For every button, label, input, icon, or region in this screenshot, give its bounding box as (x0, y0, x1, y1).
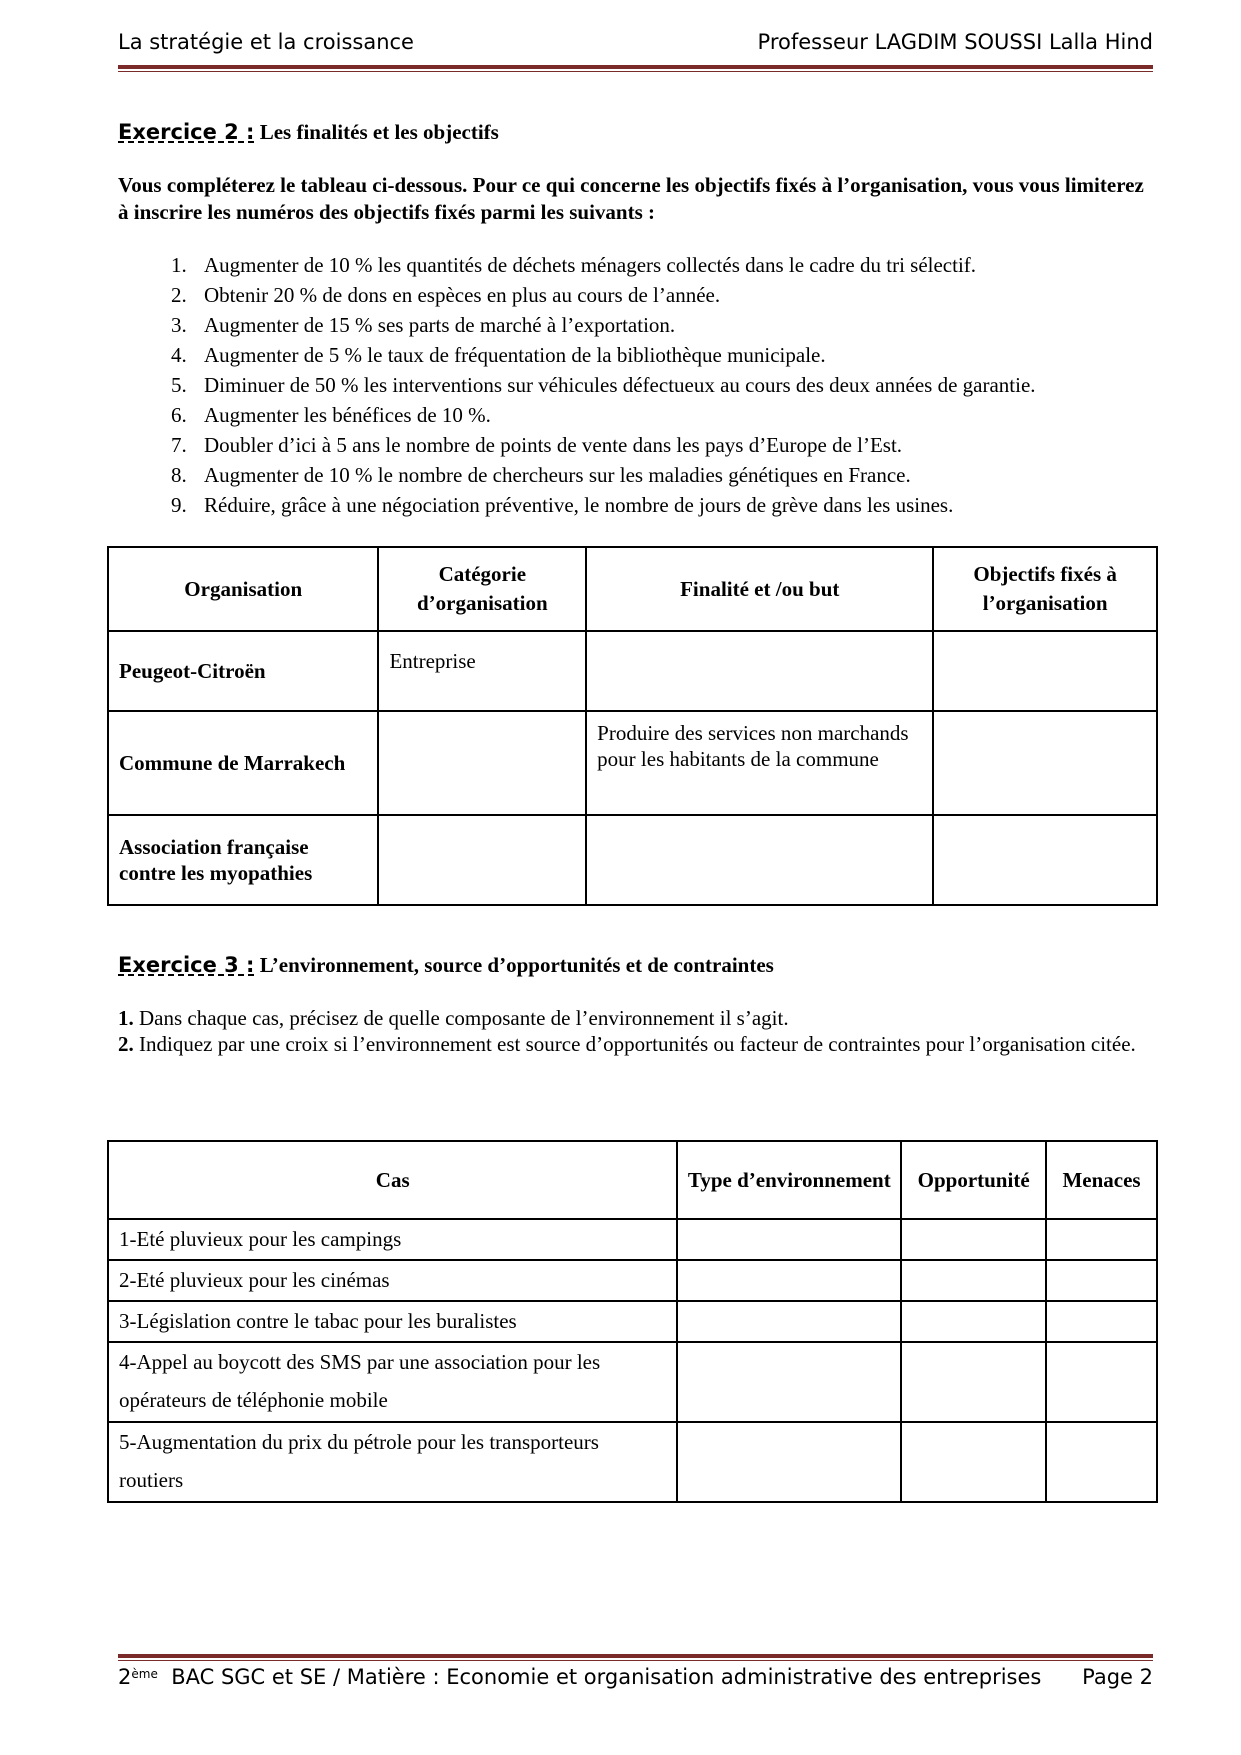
footer-level-suffix: ème (131, 1667, 158, 1681)
organisation-table (107, 546, 1158, 906)
environment-type-cell[interactable] (677, 1260, 901, 1301)
exercise-2-label: Exercice 2 : (118, 120, 255, 144)
objective-item: 4. Augmenter de 5 % le taux de fréquentation de la bibliothèque municipale. (192, 340, 1232, 370)
environment-type-cell[interactable] (677, 1342, 901, 1422)
question-text: Indiquez par une croix si l’environnement est source d’opportunités ou facteur de contraintes pour l’organisation citée. (139, 1032, 1136, 1056)
footer-rule-thin (118, 1660, 1153, 1661)
column-header: Organisation (108, 547, 378, 631)
table-row (108, 1260, 1157, 1301)
table-header-row (108, 547, 1157, 631)
objective-item: 9. Réduire, grâce à une négociation préventive, le nombre de jours de grève dans les usines. (192, 490, 1232, 520)
threat-cell[interactable] (1046, 1301, 1157, 1342)
objectives-cell[interactable] (933, 815, 1157, 905)
exercise-3-subtitle: L’environnement, source d’opportunités et de contraintes (259, 953, 774, 977)
exercise-3-title (118, 953, 774, 978)
footer-rule (118, 1654, 1153, 1658)
footer-level: 2 (118, 1665, 132, 1689)
exercise-3-instructions (118, 1005, 1158, 1057)
objective-item: 3. Augmenter de 15 % ses parts de marché à l’exportation. (192, 310, 1232, 340)
environment-type-cell[interactable] (677, 1422, 901, 1502)
objectives-list (118, 250, 1232, 520)
header-author: Professeur LAGDIM SOUSSI Lalla Hind (757, 30, 1153, 54)
org-name-cell: Association française contre les myopathies (108, 815, 378, 905)
opportunity-cell[interactable] (901, 1260, 1046, 1301)
category-cell[interactable] (378, 815, 586, 905)
org-name-cell: Peugeot-Citroën (108, 631, 378, 711)
environment-type-cell[interactable] (677, 1301, 901, 1342)
footer-text: BAC SGC et SE / Matière : Economie et organisation administrative des entreprises (171, 1665, 1042, 1689)
column-header: Cas (108, 1141, 677, 1219)
objective-item: 2. Obtenir 20 % de dons en espèces en plus au cours de l’année. (192, 280, 1232, 310)
case-cell: 3-Législation contre le tabac pour les buralistes (108, 1301, 677, 1342)
table-row (108, 1219, 1157, 1260)
threat-cell[interactable] (1046, 1260, 1157, 1301)
table-row (108, 1301, 1157, 1342)
threat-cell[interactable] (1046, 1342, 1157, 1422)
opportunity-cell[interactable] (901, 1422, 1046, 1502)
purpose-cell[interactable] (586, 815, 933, 905)
environment-table (107, 1140, 1158, 1503)
table-row (108, 711, 1157, 815)
table-row (108, 631, 1157, 711)
case-cell: 2-Eté pluvieux pour les cinémas (108, 1260, 677, 1301)
purpose-cell[interactable]: Produire des services non marchands pour les habitants de la commune (586, 711, 933, 815)
threat-cell[interactable] (1046, 1422, 1157, 1502)
case-cell: 5-Augmentation du prix du pétrole pour les transporteurs routiers (108, 1422, 677, 1502)
threat-cell[interactable] (1046, 1219, 1157, 1260)
column-header: Objectifs fixés à l’organisation (933, 547, 1157, 631)
objective-item: 8. Augmenter de 10 % le nombre de chercheurs sur les maladies génétiques en France. (192, 460, 1232, 490)
objectives-cell[interactable] (933, 631, 1157, 711)
purpose-cell[interactable] (586, 631, 933, 711)
objective-item: 5. Diminuer de 50 % les interventions sur véhicules défectueux au cours des deux années de garantie. (192, 370, 1232, 400)
question-number: 1. (118, 1006, 134, 1030)
page-footer (118, 1665, 1153, 1697)
opportunity-cell[interactable] (901, 1219, 1046, 1260)
objective-item: 1. Augmenter de 10 % les quantités de déchets ménagers collectés dans le cadre du tri sélectif. (192, 250, 1232, 280)
case-cell: 4-Appel au boycott des SMS par une association pour les opérateurs de téléphonie mobile (108, 1342, 677, 1422)
objective-item: 7. Doubler d’ici à 5 ans le nombre de points de vente dans les pays d’Europe de l’Est. (192, 430, 1232, 460)
page-number: Page 2 (1082, 1665, 1153, 1689)
header-rule (118, 65, 1153, 69)
column-header: Menaces (1046, 1141, 1157, 1219)
exercise-2-title (118, 120, 499, 145)
column-header: Catégorie d’organisation (378, 547, 586, 631)
question-2 (118, 1031, 1158, 1057)
table-row (108, 815, 1157, 905)
question-text: Dans chaque cas, précisez de quelle composante de l’environnement il s’agit. (139, 1006, 789, 1030)
exercise-2-instruction: Vous compléterez le tableau ci-dessous. Pour ce qui concerne les objectifs fixés à l’organisation, vous vous limiterez à inscrire les numéros des objectifs fixés parmi les suivants : (118, 173, 1144, 224)
footer-course (118, 1665, 1041, 1689)
objectives-cell[interactable] (933, 711, 1157, 815)
header-title: La stratégie et la croissance (118, 30, 414, 54)
category-cell[interactable] (378, 711, 586, 815)
objective-item: 6. Augmenter les bénéfices de 10 %. (192, 400, 1232, 430)
question-1 (118, 1005, 1158, 1031)
case-cell: 1-Eté pluvieux pour les campings (108, 1219, 677, 1260)
exercise-2-subtitle: Les finalités et les objectifs (259, 120, 499, 144)
category-cell[interactable]: Entreprise (378, 631, 586, 711)
table-row (108, 1422, 1157, 1502)
question-number: 2. (118, 1032, 134, 1056)
table-row (108, 1342, 1157, 1422)
table-header-row (108, 1141, 1157, 1219)
column-header: Opportunité (901, 1141, 1046, 1219)
column-header: Type d’environnement (677, 1141, 901, 1219)
exercise-3-label: Exercice 3 : (118, 953, 255, 977)
column-header: Finalité et /ou but (586, 547, 933, 631)
header-rule-thin (118, 71, 1153, 72)
org-name-cell: Commune de Marrakech (108, 711, 378, 815)
opportunity-cell[interactable] (901, 1301, 1046, 1342)
opportunity-cell[interactable] (901, 1342, 1046, 1422)
page-header (118, 30, 1153, 62)
environment-type-cell[interactable] (677, 1219, 901, 1260)
